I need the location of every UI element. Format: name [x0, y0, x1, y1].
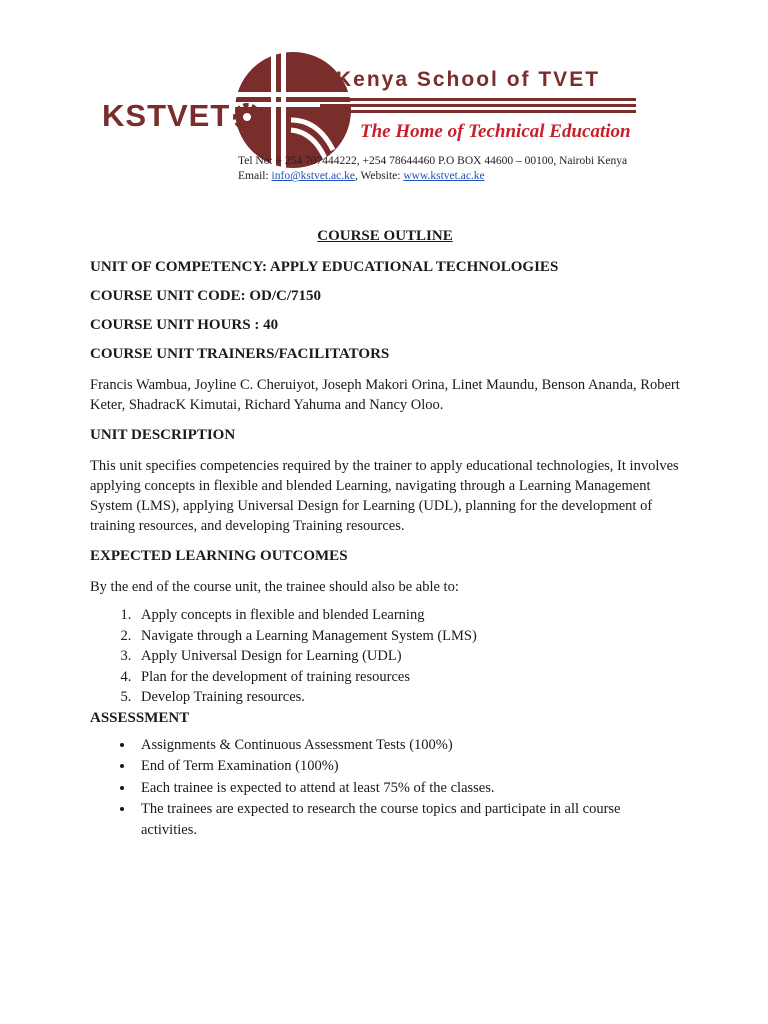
- email-label: Email:: [238, 170, 269, 182]
- list-item: • Each trainee is expected to attend at least 75% of the classes.: [135, 778, 680, 799]
- website-link[interactable]: www.kstvet.ac.ke: [403, 170, 485, 182]
- tagline: The Home of Technical Education: [360, 121, 631, 142]
- email-link[interactable]: info@kstvet.ac.ke: [271, 170, 355, 182]
- gear-icon: [230, 100, 264, 134]
- course-outline: [90, 228, 680, 841]
- logo-wordmark: KSTVET: [102, 98, 231, 133]
- unit-hours: COURSE UNIT HOURS : 40: [90, 317, 279, 333]
- unit-of-competency: UNIT OF COMPETENCY: APPLY EDUCATIONAL TECHNOLOGIES: [90, 259, 559, 275]
- list-item: 4. Plan for the development of training resources: [135, 667, 680, 688]
- list-item: 5. Develop Training resources.: [135, 687, 680, 708]
- list-item: • Assignments & Continuous Assessment Tests (100%): [135, 735, 680, 756]
- trainers-heading: COURSE UNIT TRAINERS/FACILITATORS: [90, 346, 390, 362]
- outcomes-intro: By the end of the course unit, the trainee should also be able to:: [90, 579, 459, 595]
- assessment-list: [90, 735, 680, 841]
- unit-code: COURSE UNIT CODE: OD/C/7150: [90, 288, 321, 304]
- list-item: • End of Term Examination (100%): [135, 756, 680, 777]
- list-item: 3. Apply Universal Design for Learning (UDL): [135, 646, 680, 667]
- page-title: COURSE OUTLINE: [317, 228, 453, 244]
- outcomes-list: [90, 605, 680, 708]
- contact-phone-address: Tel No: + 254 707444222, +254 78644460 P.O BOX 44600 – 00100, Nairobi Kenya: [238, 155, 628, 167]
- description-heading: UNIT DESCRIPTION: [90, 427, 236, 443]
- website-label: , Website:: [354, 170, 401, 182]
- header-stripes: [320, 98, 636, 116]
- list-item: • The trainees are expected to research the course topics and participate in all course activities.: [135, 799, 680, 840]
- list-item: 1. Apply concepts in flexible and blended Learning: [135, 605, 680, 626]
- assessment-heading: ASSESSMENT: [90, 709, 190, 726]
- letterhead: [90, 48, 650, 198]
- school-name: Kenya School of TVET: [336, 68, 601, 91]
- unit-description: This unit specifies competencies required by the trainer to apply educational technologies, It involves applying concepts in flexible and blended Learning, navigating through a Learning Management System (LMS), applying Universal Design for Learning (UDL), planning for the development of training resources, and developing Training resources.: [90, 458, 679, 534]
- outcomes-heading: EXPECTED LEARNING OUTCOMES: [90, 548, 348, 564]
- contact-email-web: [238, 169, 627, 184]
- trainers-list: Francis Wambua, Joyline C. Cheruiyot, Joseph Makori Orina, Linet Maundu, Benson Ananda, Robert Keter, ShadracK Kimutai, Richard Yahuma and Nancy Oloo.: [90, 377, 680, 413]
- contact-info: [238, 154, 627, 184]
- list-item: 2. Navigate through a Learning Management System (LMS): [135, 626, 680, 647]
